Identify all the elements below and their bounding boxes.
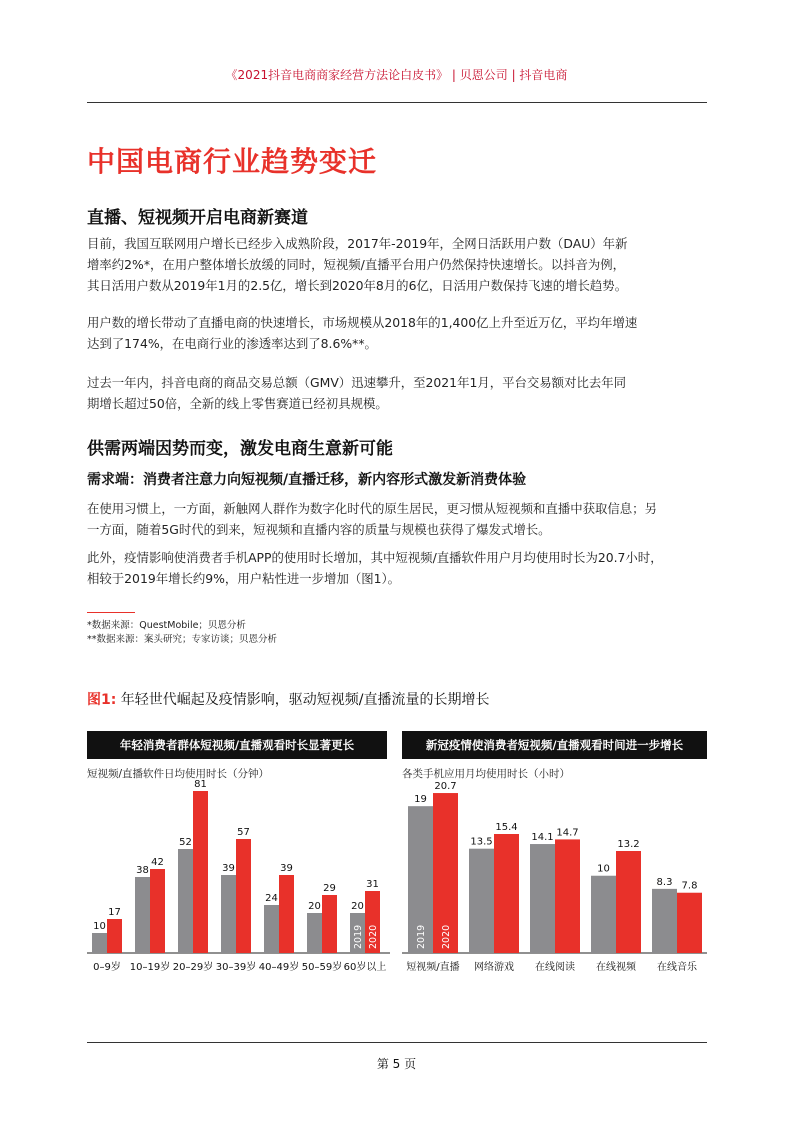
category-label: 30–39岁 [215, 962, 257, 973]
category-label: 在线阅读 [535, 962, 575, 973]
text-line: 用户数的增长带动了直播电商的快速增长，市场规模从2018年的1,400亿上升至近万亿，平均年增速 [87, 315, 638, 330]
bar-2020 [677, 893, 702, 953]
header-divider [87, 102, 707, 103]
bar-2020 [150, 869, 165, 953]
bar-2019 [221, 875, 236, 953]
section-subheading: 需求端：消费者注意力向短视频/直播迁移，新内容形式激发新消费体验 [87, 472, 527, 488]
category-label: 20–29岁 [172, 962, 214, 973]
category-label: 10–19岁 [129, 962, 171, 973]
category-label: 60岁以上 [343, 962, 387, 973]
section-heading-1: 直播、短视频开启电商新赛道 [87, 208, 308, 228]
footnote-1: *数据来源：QuestMobile；贝恩分析 [87, 620, 246, 631]
category-label: 在线音乐 [657, 962, 697, 973]
data-label: 52 [179, 837, 192, 848]
bar-2019 [178, 849, 193, 953]
bar-2020 [322, 895, 337, 953]
paragraph-3 [87, 372, 709, 414]
category-label: 短视频/直播 [406, 962, 460, 973]
page-number: 第 5 页 [376, 1057, 417, 1071]
data-label: 39 [280, 863, 293, 874]
chart-age-usage [87, 780, 390, 990]
data-label: 29 [323, 883, 336, 894]
page-title: 中国电商行业趋势变迁 [87, 145, 378, 178]
data-label: 20 [308, 901, 321, 912]
chart-1-title: 年轻消费者群体短视频/直播观看时长显著更长 [87, 731, 387, 759]
data-label: 20 [351, 901, 364, 912]
bar-2019 [530, 844, 555, 953]
bar-2020 [236, 839, 251, 953]
data-label: 38 [136, 865, 149, 876]
text-line: 一方面，随着5G时代的到来，短视频和直播内容的质量与规模也获得了爆发式增长。 [87, 522, 551, 537]
figure-title [87, 689, 490, 709]
footer-divider [87, 1042, 707, 1043]
text-line: 在使用习惯上，一方面，新触网人群作为数字化时代的原生居民，更习惯从短视频和直播中获取信息；另 [87, 501, 657, 516]
bar-2019 [469, 849, 494, 953]
data-label: 13.5 [470, 836, 493, 848]
report-header: 《2021抖音电商商家经营方法论白皮书》 | 贝恩公司 | 抖音电商 [225, 68, 568, 82]
data-label: 13.2 [617, 839, 640, 850]
footnote-divider [87, 612, 135, 613]
bar-2019 [264, 905, 279, 953]
text-line: 此外，疫情影响使消费者手机APP的使用时长增加，其中短视频/直播软件用户月均使用时长为20.7小时， [87, 550, 663, 565]
data-label: 20.7 [434, 781, 457, 793]
series-year-label: 2020 [441, 924, 452, 949]
bar-2019 [591, 876, 616, 953]
bar-2019 [92, 933, 107, 953]
bar-2019 [307, 913, 322, 953]
bar-2020 [193, 791, 208, 953]
text-line: 目前，我国互联网用户增长已经步入成熟阶段，2017年-2019年，全网日活跃用户数（DAU）年新 [87, 236, 628, 251]
bar-2020 [555, 839, 580, 953]
figure-label: 图1: [87, 692, 117, 708]
bar-2019 [135, 877, 150, 953]
text-line: 相较于2019年增长约9%，用户粘性进一步增加（图1）。 [87, 571, 401, 586]
chart-2-ylabel: 各类手机应用月均使用时长（小时） [402, 768, 570, 780]
bar-2020 [494, 834, 519, 953]
text-line: 增率约2%*，在用户整体增长放缓的同时，短视频/直播平台用户仍然保持快速增长。以抖音为例， [87, 257, 626, 272]
paragraph-1 [87, 233, 709, 296]
paragraph-4 [87, 498, 709, 540]
chart-app-usage [402, 780, 707, 990]
category-label: 40–49岁 [258, 962, 300, 973]
data-label: 81 [194, 780, 207, 790]
text-line: 达到了174%，在电商行业的渗透率达到了8.6%**。 [87, 336, 377, 351]
category-label: 0–9岁 [93, 962, 121, 973]
data-label: 42 [151, 857, 164, 868]
series-year-label: 2019 [416, 924, 427, 949]
data-label: 10 [93, 921, 106, 932]
category-label: 在线视频 [596, 962, 636, 973]
section-heading-2: 供需两端因势而变，激发电商生意新可能 [87, 439, 393, 459]
series-year-label: 2019 [353, 924, 364, 949]
data-label: 14.1 [531, 832, 554, 844]
data-label: 57 [237, 827, 250, 838]
data-label: 39 [222, 863, 235, 874]
figure-caption: 年轻世代崛起及疫情影响，驱动短视频/直播流量的长期增长 [116, 692, 490, 708]
bar-2020 [107, 919, 122, 953]
text-line: 其日活用户数从2019年1月的2.5亿，增长到2020年8月的6亿，日活用户数保持飞速的增长趋势。 [87, 278, 628, 293]
text-line: 期增长超过50倍，全新的线上零售赛道已经初具规模。 [87, 396, 388, 411]
data-label: 10 [597, 863, 610, 875]
data-label: 14.7 [556, 827, 579, 839]
chart-1-ylabel: 短视频/直播软件日均使用时长（分钟） [87, 768, 270, 780]
paragraph-5 [87, 547, 709, 589]
data-label: 31 [366, 879, 379, 890]
data-label: 7.8 [681, 880, 698, 892]
data-label: 19 [414, 794, 427, 806]
category-label: 网络游戏 [474, 962, 514, 973]
footnote-2: **数据来源：案头研究；专家访谈；贝恩分析 [87, 634, 278, 645]
bar-2020 [279, 875, 294, 953]
text-line: 过去一年内，抖音电商的商品交易总额（GMV）迅速攀升，至2021年1月，平台交易额对比去年同 [87, 375, 627, 390]
paragraph-2 [87, 312, 709, 354]
data-label: 24 [265, 893, 278, 904]
bar-2020 [616, 851, 641, 953]
bar-2019 [652, 889, 677, 953]
data-label: 15.4 [495, 822, 518, 833]
data-label: 17 [108, 907, 121, 918]
data-label: 8.3 [656, 876, 673, 888]
chart-2-title: 新冠疫情使消费者短视频/直播观看时间进一步增长 [402, 731, 707, 759]
category-label: 50–59岁 [301, 962, 343, 973]
series-year-label: 2020 [368, 924, 379, 949]
